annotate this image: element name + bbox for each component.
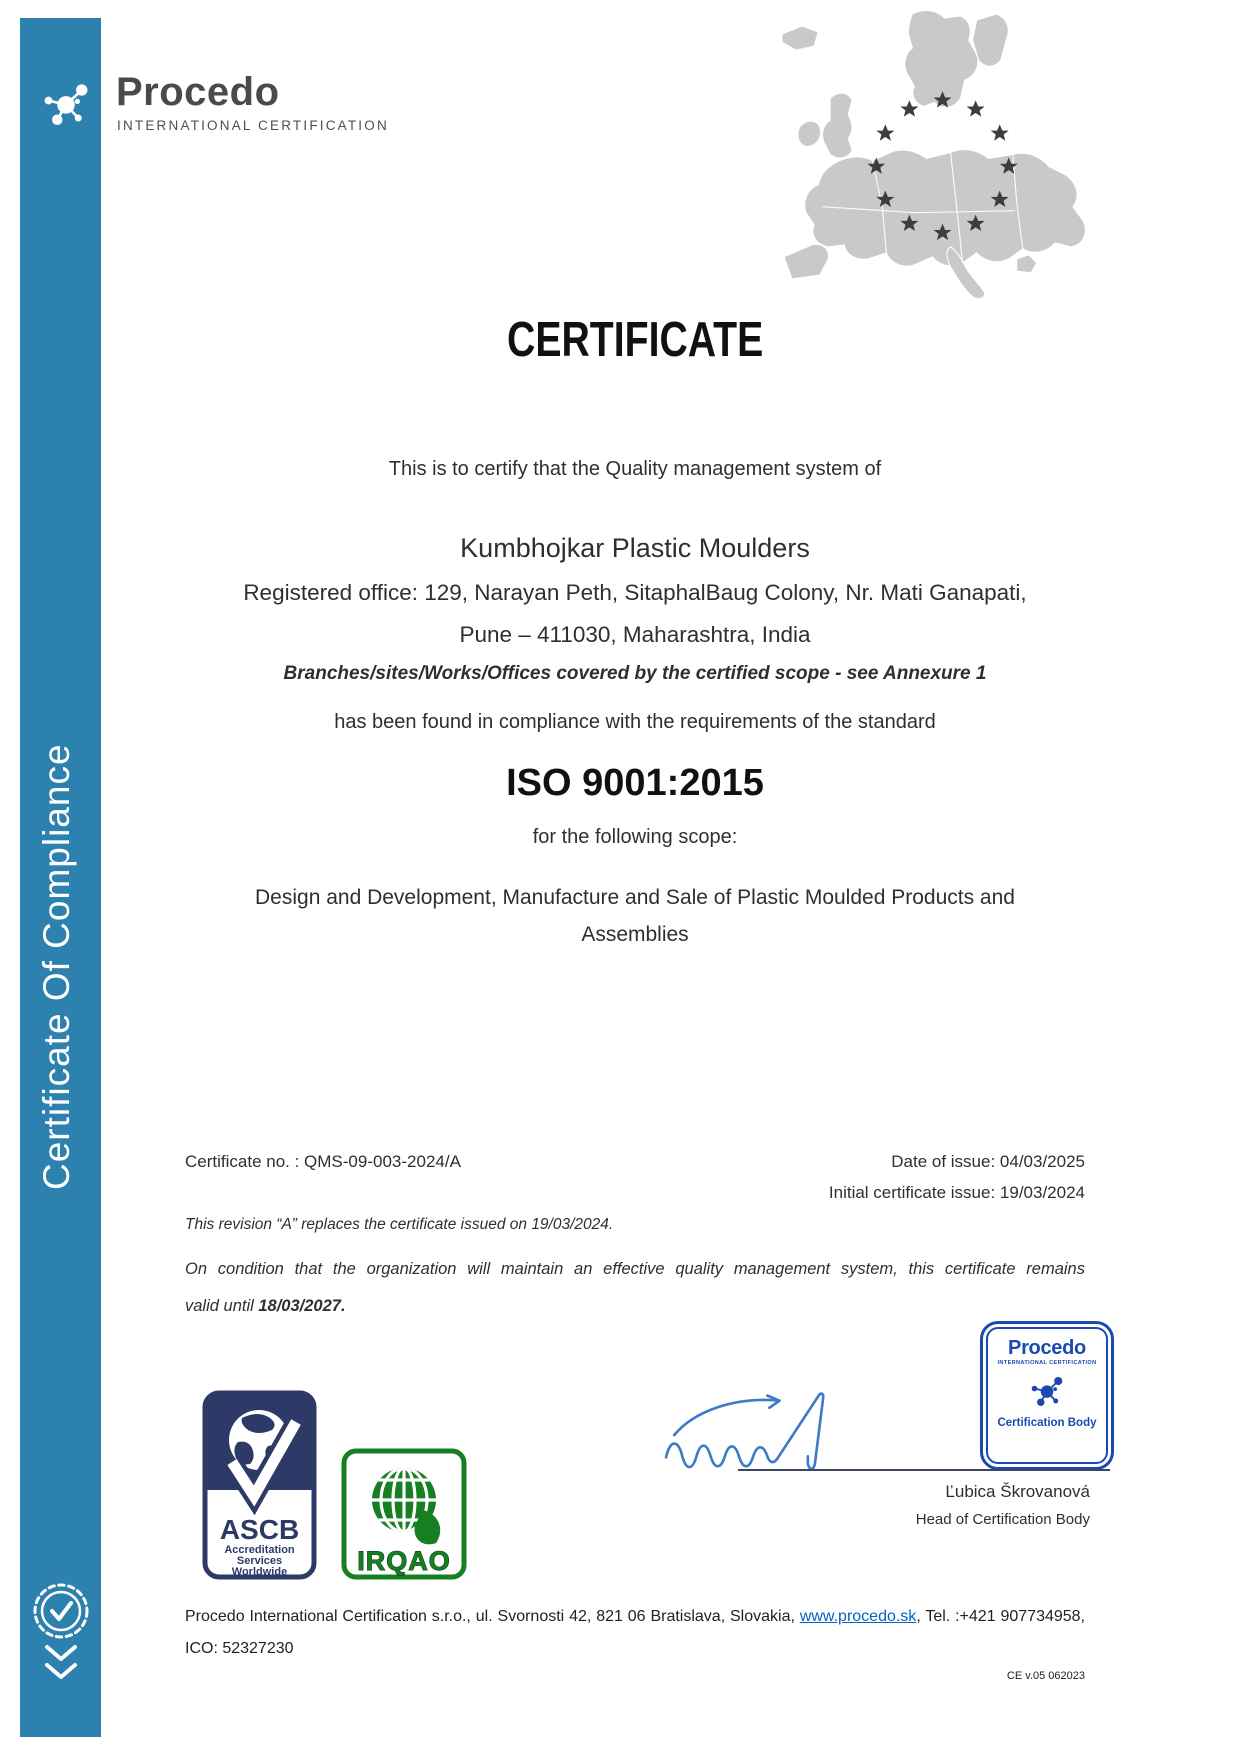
footer-version: CE v.05 062023	[1006, 1670, 1085, 1682]
condition-line-1: On condition that the organization will maintain an effective quality management system, this certificate remains	[185, 1260, 1085, 1278]
stamp-brand: Procedo	[1008, 1337, 1086, 1359]
stamp	[980, 1321, 1114, 1470]
irqao-logo	[341, 1448, 467, 1580]
revision-note: This revision “A” replaces the certificate issued on 19/03/2024.	[185, 1216, 614, 1233]
company-address-line1: Registered office: 129, Narayan Peth, SitaphalBaug Colony, Nr. Mati Ganapati,	[243, 580, 1027, 605]
ascb-line1: Accreditation	[224, 1544, 295, 1556]
sidebar-vertical-text: Certificate Of Compliance	[36, 743, 77, 1190]
date-of-issue-line: Date of issue: 04/03/2025	[891, 1152, 1085, 1171]
company-address-line2: Pune – 411030, Maharashtra, India	[459, 622, 811, 647]
ascb-line2: Services	[236, 1555, 283, 1567]
certificate-number-line: Certificate no. : QMS-09-003-2024/A	[185, 1152, 461, 1171]
company-name: Kumbhojkar Plastic Moulders	[460, 533, 810, 563]
footer-address-prefix: Procedo International Certification s.r.o., ul. Svornosti 42, 821 06 Bratislava, Slovakia,	[185, 1608, 800, 1625]
europe-map-graphic	[763, 6, 1111, 302]
scope-line-1: Design and Development, Manufacture and Sale of Plastic Moulded Products and	[255, 886, 1015, 909]
footer-address-suffix: , Tel. :+421 907734958,	[916, 1608, 1086, 1625]
intro-line: This is to certify that the Quality management system of	[388, 458, 882, 480]
ascb-logo	[202, 1390, 317, 1580]
rosette-badge-icon	[29, 1578, 93, 1692]
irqao-acronym: IRQAO	[357, 1546, 451, 1576]
initial-issue-line: Initial certificate issue: 19/03/2024	[828, 1183, 1085, 1202]
branches-note: Branches/sites/Works/Offices covered by the certified scope - see Annexure 1	[283, 663, 987, 684]
stamp-label: Certification Body	[997, 1417, 1097, 1429]
standard-name: ISO 9001:2015	[506, 762, 764, 804]
footer-registration: ICO: 52327230	[185, 1640, 294, 1657]
stamp-molecule-icon	[1027, 1371, 1067, 1411]
signature-handwriting	[660, 1376, 898, 1478]
stamp-subtitle: INTERNATIONAL CERTIFICATION	[997, 1360, 1097, 1366]
ascb-line3: Worldwide	[231, 1566, 288, 1578]
brand-name: Procedo	[116, 70, 280, 114]
footer-website-link[interactable]: www.procedo.sk	[799, 1608, 917, 1625]
signatory-name: Ľubica Škrovanová	[945, 1482, 1090, 1501]
condition-line-2-prefix: valid until	[185, 1297, 259, 1315]
brand-molecule-icon	[38, 76, 94, 132]
ascb-acronym: ASCB	[219, 1514, 300, 1545]
footer-address	[185, 1608, 1085, 1626]
valid-until-date: 18/03/2027.	[258, 1297, 346, 1315]
signature-divider	[738, 1469, 1110, 1471]
scope-line-2: Assemblies	[581, 923, 689, 946]
compliance-line: has been found in compliance with the requirements of the standard	[334, 711, 936, 733]
condition-line-2	[185, 1297, 1085, 1316]
signatory-role: Head of Certification Body	[915, 1511, 1090, 1528]
scope-intro: for the following scope:	[532, 826, 738, 848]
certificate-title: CERTIFICATE	[506, 313, 764, 367]
brand-subtitle: INTERNATIONAL CERTIFICATION	[117, 118, 389, 133]
